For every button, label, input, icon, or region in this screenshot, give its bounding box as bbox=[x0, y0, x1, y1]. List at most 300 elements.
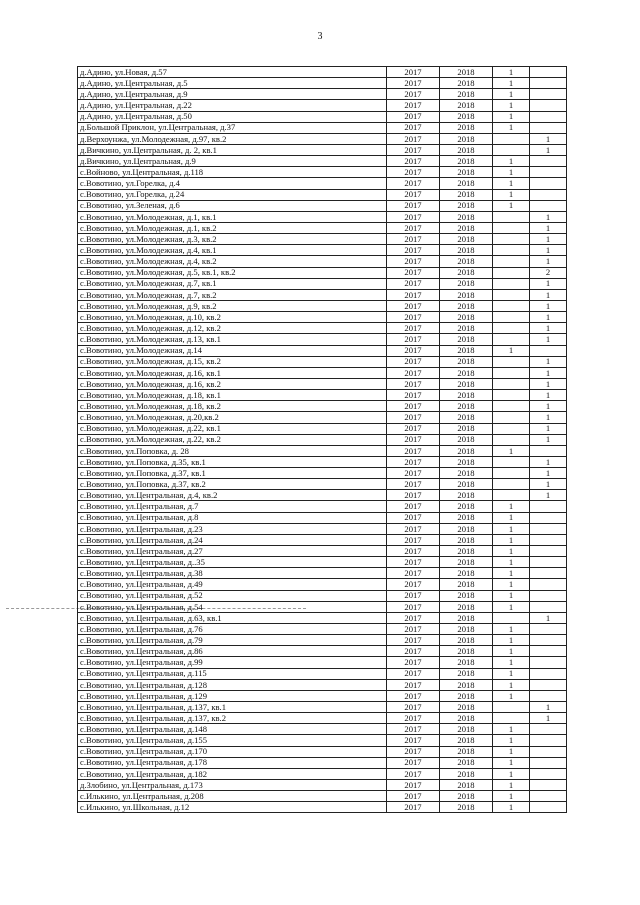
year-from-cell: 2017 bbox=[387, 144, 440, 155]
count-a-cell: 1 bbox=[493, 78, 530, 89]
year-to-cell: 2018 bbox=[440, 702, 493, 713]
table-row bbox=[78, 378, 567, 389]
year-from-cell: 2017 bbox=[387, 568, 440, 579]
year-from-cell: 2017 bbox=[387, 624, 440, 635]
year-from-cell: 2017 bbox=[387, 445, 440, 456]
count-a-cell: 1 bbox=[493, 568, 530, 579]
count-a-cell bbox=[493, 334, 530, 345]
table-row bbox=[78, 590, 567, 601]
table-row bbox=[78, 356, 567, 367]
count-b-cell: 1 bbox=[530, 300, 567, 311]
table-row bbox=[78, 211, 567, 222]
year-from-cell: 2017 bbox=[387, 668, 440, 679]
address-cell: с.Вовотино, ул.Молодежная, д.1, кв.2 bbox=[78, 222, 387, 233]
year-from-cell: 2017 bbox=[387, 234, 440, 245]
year-from-cell: 2017 bbox=[387, 367, 440, 378]
count-a-cell: 1 bbox=[493, 557, 530, 568]
year-to-cell: 2018 bbox=[440, 378, 493, 389]
address-cell: с.Вовотино, ул.Молодежная, д.10, кв.2 bbox=[78, 312, 387, 323]
address-cell: с.Вовотино, ул.Центральная, д.129 bbox=[78, 690, 387, 701]
count-b-cell bbox=[530, 167, 567, 178]
count-b-cell: 1 bbox=[530, 222, 567, 233]
table-row bbox=[78, 156, 567, 167]
count-b-cell bbox=[530, 78, 567, 89]
count-b-cell: 1 bbox=[530, 245, 567, 256]
year-from-cell: 2017 bbox=[387, 200, 440, 211]
year-to-cell: 2018 bbox=[440, 713, 493, 724]
address-cell: д.Верхоунжа, ул.Молодежная, д.97, кв.2 bbox=[78, 133, 387, 144]
address-cell: с.Вовотино, ул.Центральная, д.86 bbox=[78, 646, 387, 657]
page-number: 3 bbox=[317, 31, 323, 42]
year-from-cell: 2017 bbox=[387, 345, 440, 356]
year-to-cell: 2018 bbox=[440, 401, 493, 412]
year-to-cell: 2018 bbox=[440, 412, 493, 423]
count-a-cell: 1 bbox=[493, 668, 530, 679]
year-to-cell: 2018 bbox=[440, 390, 493, 401]
address-cell: с.Вовотино, ул.Молодежная, д.18, кв.1 bbox=[78, 390, 387, 401]
table-row bbox=[78, 702, 567, 713]
count-b-cell bbox=[530, 646, 567, 657]
year-from-cell: 2017 bbox=[387, 67, 440, 78]
year-from-cell: 2017 bbox=[387, 802, 440, 813]
address-cell: с.Вовотино, ул.Центральная, д..35 bbox=[78, 557, 387, 568]
count-b-cell bbox=[530, 189, 567, 200]
count-b-cell bbox=[530, 445, 567, 456]
count-b-cell: 1 bbox=[530, 423, 567, 434]
count-b-cell bbox=[530, 546, 567, 557]
address-cell: с.Илькино, ул.Школьная, д.12 bbox=[78, 802, 387, 813]
count-a-cell: 1 bbox=[493, 167, 530, 178]
count-b-cell bbox=[530, 523, 567, 534]
table-row bbox=[78, 612, 567, 623]
address-cell: с.Вовотино, ул.Молодежная, д.1, кв.1 bbox=[78, 211, 387, 222]
year-to-cell: 2018 bbox=[440, 156, 493, 167]
year-to-cell: 2018 bbox=[440, 289, 493, 300]
table-row bbox=[78, 713, 567, 724]
year-from-cell: 2017 bbox=[387, 557, 440, 568]
address-cell: с.Вовотино, ул.Молодежная, д.15, кв.2 bbox=[78, 356, 387, 367]
count-b-cell: 1 bbox=[530, 356, 567, 367]
count-b-cell: 1 bbox=[530, 334, 567, 345]
year-to-cell: 2018 bbox=[440, 144, 493, 155]
year-from-cell: 2017 bbox=[387, 423, 440, 434]
count-a-cell bbox=[493, 434, 530, 445]
count-a-cell bbox=[493, 222, 530, 233]
year-from-cell: 2017 bbox=[387, 434, 440, 445]
year-to-cell: 2018 bbox=[440, 211, 493, 222]
count-b-cell: 1 bbox=[530, 289, 567, 300]
year-from-cell: 2017 bbox=[387, 479, 440, 490]
table-row bbox=[78, 456, 567, 467]
address-cell: с.Вовотино, ул.Центральная, д.128 bbox=[78, 679, 387, 690]
count-a-cell: 1 bbox=[493, 100, 530, 111]
table-row bbox=[78, 178, 567, 189]
address-cell: с.Вовотино, ул.Молодежная, д.14 bbox=[78, 345, 387, 356]
year-to-cell: 2018 bbox=[440, 189, 493, 200]
count-b-cell bbox=[530, 512, 567, 523]
year-to-cell: 2018 bbox=[440, 757, 493, 768]
address-cell: с.Вовотино, ул.Поповка, д.37, кв.1 bbox=[78, 468, 387, 479]
table-row bbox=[78, 735, 567, 746]
year-to-cell: 2018 bbox=[440, 612, 493, 623]
year-from-cell: 2017 bbox=[387, 679, 440, 690]
table-row bbox=[78, 791, 567, 802]
year-from-cell: 2017 bbox=[387, 100, 440, 111]
table-row bbox=[78, 390, 567, 401]
table-row bbox=[78, 267, 567, 278]
address-cell: с.Вовотино, ул.Поповка, д.37, кв.2 bbox=[78, 479, 387, 490]
table-row bbox=[78, 557, 567, 568]
count-a-cell: 1 bbox=[493, 791, 530, 802]
year-to-cell: 2018 bbox=[440, 479, 493, 490]
address-cell: с.Вовотино, ул.Центральная, д.4, кв.2 bbox=[78, 490, 387, 501]
year-from-cell: 2017 bbox=[387, 122, 440, 133]
count-b-cell: 1 bbox=[530, 278, 567, 289]
count-a-cell: 1 bbox=[493, 802, 530, 813]
address-cell: с.Вовотино, ул.Центральная, д.63, кв.1 bbox=[78, 612, 387, 623]
year-from-cell: 2017 bbox=[387, 746, 440, 757]
count-a-cell bbox=[493, 423, 530, 434]
count-b-cell: 2 bbox=[530, 267, 567, 278]
count-b-cell: 1 bbox=[530, 367, 567, 378]
year-to-cell: 2018 bbox=[440, 557, 493, 568]
count-b-cell bbox=[530, 100, 567, 111]
year-from-cell: 2017 bbox=[387, 612, 440, 623]
count-a-cell: 1 bbox=[493, 345, 530, 356]
count-a-cell: 1 bbox=[493, 635, 530, 646]
year-from-cell: 2017 bbox=[387, 546, 440, 557]
year-to-cell: 2018 bbox=[440, 534, 493, 545]
table-row bbox=[78, 479, 567, 490]
address-cell: с.Вовотино, ул.Молодежная, д.7, кв.1 bbox=[78, 278, 387, 289]
count-a-cell: 1 bbox=[493, 724, 530, 735]
year-from-cell: 2017 bbox=[387, 690, 440, 701]
count-a-cell bbox=[493, 490, 530, 501]
year-from-cell: 2017 bbox=[387, 312, 440, 323]
count-a-cell: 1 bbox=[493, 579, 530, 590]
table-row bbox=[78, 312, 567, 323]
count-a-cell bbox=[493, 378, 530, 389]
table-row bbox=[78, 768, 567, 779]
year-to-cell: 2018 bbox=[440, 780, 493, 791]
year-from-cell: 2017 bbox=[387, 468, 440, 479]
count-b-cell bbox=[530, 67, 567, 78]
count-b-cell bbox=[530, 590, 567, 601]
year-from-cell: 2017 bbox=[387, 167, 440, 178]
address-cell: с.Вовотино, ул.Центральная, д.49 bbox=[78, 579, 387, 590]
count-b-cell: 1 bbox=[530, 412, 567, 423]
address-cell: с.Вовотино, ул.Центральная, д.99 bbox=[78, 657, 387, 668]
year-to-cell: 2018 bbox=[440, 100, 493, 111]
count-b-cell: 1 bbox=[530, 323, 567, 334]
count-b-cell: 1 bbox=[530, 713, 567, 724]
count-b-cell bbox=[530, 802, 567, 813]
table-row bbox=[78, 133, 567, 144]
year-to-cell: 2018 bbox=[440, 345, 493, 356]
address-cell: с.Вовотино, ул.Центральная, д.170 bbox=[78, 746, 387, 757]
count-b-cell: 1 bbox=[530, 256, 567, 267]
year-to-cell: 2018 bbox=[440, 323, 493, 334]
year-from-cell: 2017 bbox=[387, 780, 440, 791]
year-to-cell: 2018 bbox=[440, 690, 493, 701]
year-from-cell: 2017 bbox=[387, 256, 440, 267]
count-a-cell bbox=[493, 133, 530, 144]
year-to-cell: 2018 bbox=[440, 490, 493, 501]
address-cell: с.Вовотино, ул.Центральная, д.54 bbox=[78, 601, 387, 612]
table-row bbox=[78, 568, 567, 579]
count-b-cell bbox=[530, 200, 567, 211]
count-b-cell: 1 bbox=[530, 401, 567, 412]
address-cell: с.Вовотино, ул.Центральная, д.137, кв.2 bbox=[78, 713, 387, 724]
year-from-cell: 2017 bbox=[387, 267, 440, 278]
table-row bbox=[78, 601, 567, 612]
count-a-cell: 1 bbox=[493, 534, 530, 545]
year-to-cell: 2018 bbox=[440, 746, 493, 757]
table-row bbox=[78, 67, 567, 78]
year-from-cell: 2017 bbox=[387, 713, 440, 724]
count-a-cell bbox=[493, 468, 530, 479]
year-from-cell: 2017 bbox=[387, 323, 440, 334]
count-a-cell: 1 bbox=[493, 122, 530, 133]
count-b-cell bbox=[530, 679, 567, 690]
table-row bbox=[78, 423, 567, 434]
table-row bbox=[78, 412, 567, 423]
address-cell: с.Вовотино, ул.Молодежная, д.7, кв.2 bbox=[78, 289, 387, 300]
table-row bbox=[78, 222, 567, 233]
year-to-cell: 2018 bbox=[440, 802, 493, 813]
count-a-cell: 1 bbox=[493, 735, 530, 746]
year-from-cell: 2017 bbox=[387, 590, 440, 601]
table-row bbox=[78, 234, 567, 245]
count-a-cell bbox=[493, 456, 530, 467]
count-a-cell bbox=[493, 267, 530, 278]
count-b-cell bbox=[530, 111, 567, 122]
count-a-cell: 1 bbox=[493, 445, 530, 456]
year-from-cell: 2017 bbox=[387, 724, 440, 735]
year-from-cell: 2017 bbox=[387, 133, 440, 144]
year-from-cell: 2017 bbox=[387, 390, 440, 401]
year-to-cell: 2018 bbox=[440, 111, 493, 122]
year-from-cell: 2017 bbox=[387, 211, 440, 222]
year-to-cell: 2018 bbox=[440, 624, 493, 635]
count-b-cell bbox=[530, 657, 567, 668]
table-row bbox=[78, 300, 567, 311]
count-b-cell bbox=[530, 579, 567, 590]
count-a-cell bbox=[493, 612, 530, 623]
address-cell: с.Илькино, ул.Центральная, д.208 bbox=[78, 791, 387, 802]
year-from-cell: 2017 bbox=[387, 222, 440, 233]
year-to-cell: 2018 bbox=[440, 356, 493, 367]
year-to-cell: 2018 bbox=[440, 256, 493, 267]
year-from-cell: 2017 bbox=[387, 245, 440, 256]
year-from-cell: 2017 bbox=[387, 512, 440, 523]
count-a-cell: 1 bbox=[493, 646, 530, 657]
count-a-cell bbox=[493, 713, 530, 724]
year-from-cell: 2017 bbox=[387, 300, 440, 311]
year-to-cell: 2018 bbox=[440, 222, 493, 233]
table-row bbox=[78, 445, 567, 456]
table-row bbox=[78, 635, 567, 646]
count-a-cell bbox=[493, 256, 530, 267]
year-from-cell: 2017 bbox=[387, 189, 440, 200]
count-a-cell: 1 bbox=[493, 657, 530, 668]
count-a-cell bbox=[493, 367, 530, 378]
count-a-cell: 1 bbox=[493, 624, 530, 635]
address-cell: с.Вовотино, ул.Молодежная, д.20,кв.2 bbox=[78, 412, 387, 423]
table-row bbox=[78, 278, 567, 289]
table-row bbox=[78, 512, 567, 523]
year-to-cell: 2018 bbox=[440, 234, 493, 245]
year-from-cell: 2017 bbox=[387, 334, 440, 345]
address-cell: с.Вовотино, ул.Молодежная, д.3, кв.2 bbox=[78, 234, 387, 245]
count-a-cell bbox=[493, 245, 530, 256]
count-a-cell bbox=[493, 323, 530, 334]
year-to-cell: 2018 bbox=[440, 768, 493, 779]
count-b-cell bbox=[530, 557, 567, 568]
year-to-cell: 2018 bbox=[440, 434, 493, 445]
year-to-cell: 2018 bbox=[440, 468, 493, 479]
year-to-cell: 2018 bbox=[440, 791, 493, 802]
count-b-cell: 1 bbox=[530, 434, 567, 445]
year-to-cell: 2018 bbox=[440, 679, 493, 690]
table-row bbox=[78, 345, 567, 356]
table-row bbox=[78, 534, 567, 545]
count-b-cell bbox=[530, 345, 567, 356]
year-to-cell: 2018 bbox=[440, 456, 493, 467]
address-cell: с.Вовотино, ул.Молодежная, д.16, кв.2 bbox=[78, 378, 387, 389]
table-row bbox=[78, 111, 567, 122]
count-a-cell bbox=[493, 401, 530, 412]
year-from-cell: 2017 bbox=[387, 412, 440, 423]
count-b-cell bbox=[530, 501, 567, 512]
year-from-cell: 2017 bbox=[387, 735, 440, 746]
count-a-cell: 1 bbox=[493, 523, 530, 534]
table-row bbox=[78, 501, 567, 512]
count-a-cell bbox=[493, 289, 530, 300]
address-cell: с.Вовотино, ул.Зеленая, д.6 bbox=[78, 200, 387, 211]
table-row bbox=[78, 144, 567, 155]
table-row bbox=[78, 245, 567, 256]
year-from-cell: 2017 bbox=[387, 501, 440, 512]
year-to-cell: 2018 bbox=[440, 89, 493, 100]
address-cell: с.Вовотино, ул.Центральная, д.27 bbox=[78, 546, 387, 557]
count-a-cell bbox=[493, 312, 530, 323]
address-cell: с.Вовотино, ул.Центральная, д.155 bbox=[78, 735, 387, 746]
year-from-cell: 2017 bbox=[387, 378, 440, 389]
count-b-cell bbox=[530, 780, 567, 791]
address-cell: с.Вовотино, ул.Центральная, д.7 bbox=[78, 501, 387, 512]
count-a-cell: 1 bbox=[493, 189, 530, 200]
year-to-cell: 2018 bbox=[440, 334, 493, 345]
address-cell: с.Вовотино, ул.Центральная, д.79 bbox=[78, 635, 387, 646]
year-from-cell: 2017 bbox=[387, 78, 440, 89]
count-b-cell bbox=[530, 724, 567, 735]
table-row bbox=[78, 100, 567, 111]
year-to-cell: 2018 bbox=[440, 200, 493, 211]
year-from-cell: 2017 bbox=[387, 289, 440, 300]
year-to-cell: 2018 bbox=[440, 501, 493, 512]
year-to-cell: 2018 bbox=[440, 579, 493, 590]
year-to-cell: 2018 bbox=[440, 512, 493, 523]
year-from-cell: 2017 bbox=[387, 356, 440, 367]
table-row bbox=[78, 802, 567, 813]
address-cell: с.Вовотино, ул.Горелка, д.24 bbox=[78, 189, 387, 200]
address-cell: с.Вовотино, ул.Центральная, д.76 bbox=[78, 624, 387, 635]
housing-register-table bbox=[77, 66, 567, 813]
count-b-cell bbox=[530, 746, 567, 757]
count-b-cell bbox=[530, 178, 567, 189]
table-row bbox=[78, 189, 567, 200]
year-to-cell: 2018 bbox=[440, 122, 493, 133]
address-cell: д.Вичкино, ул.Центральная, д.9 bbox=[78, 156, 387, 167]
count-a-cell: 1 bbox=[493, 746, 530, 757]
table-row bbox=[78, 668, 567, 679]
table-row bbox=[78, 434, 567, 445]
year-from-cell: 2017 bbox=[387, 601, 440, 612]
address-cell: с.Вовотино, ул.Центральная, д.52 bbox=[78, 590, 387, 601]
count-b-cell bbox=[530, 122, 567, 133]
count-b-cell bbox=[530, 624, 567, 635]
table-row bbox=[78, 724, 567, 735]
year-to-cell: 2018 bbox=[440, 445, 493, 456]
year-to-cell: 2018 bbox=[440, 546, 493, 557]
year-to-cell: 2018 bbox=[440, 568, 493, 579]
year-from-cell: 2017 bbox=[387, 178, 440, 189]
count-a-cell: 1 bbox=[493, 156, 530, 167]
year-to-cell: 2018 bbox=[440, 133, 493, 144]
address-cell: д.Большой Приклон, ул.Центральная, д.37 bbox=[78, 122, 387, 133]
address-cell: с.Вовотино, ул.Центральная, д.182 bbox=[78, 768, 387, 779]
count-a-cell: 1 bbox=[493, 501, 530, 512]
count-b-cell: 1 bbox=[530, 468, 567, 479]
address-cell: с.Вовотино, ул.Центральная, д.137, кв.1 bbox=[78, 702, 387, 713]
year-to-cell: 2018 bbox=[440, 590, 493, 601]
count-a-cell: 1 bbox=[493, 757, 530, 768]
table-row bbox=[78, 289, 567, 300]
table-row bbox=[78, 490, 567, 501]
table-row bbox=[78, 757, 567, 768]
year-to-cell: 2018 bbox=[440, 300, 493, 311]
count-b-cell bbox=[530, 757, 567, 768]
table-row bbox=[78, 78, 567, 89]
year-from-cell: 2017 bbox=[387, 635, 440, 646]
year-to-cell: 2018 bbox=[440, 657, 493, 668]
count-b-cell bbox=[530, 89, 567, 100]
count-a-cell bbox=[493, 234, 530, 245]
address-cell: с.Вовотино, ул.Молодежная, д.5, кв.1, кв.2 bbox=[78, 267, 387, 278]
count-a-cell: 1 bbox=[493, 512, 530, 523]
count-a-cell: 1 bbox=[493, 200, 530, 211]
count-a-cell: 1 bbox=[493, 178, 530, 189]
address-cell: с.Вовотино, ул.Поповка, д. 28 bbox=[78, 445, 387, 456]
table-row bbox=[78, 167, 567, 178]
address-cell: с.Вовотино, ул.Молодежная, д.4, кв.2 bbox=[78, 256, 387, 267]
count-b-cell bbox=[530, 735, 567, 746]
address-cell: с.Вовотино, ул.Молодежная, д.12, кв.2 bbox=[78, 323, 387, 334]
table-row bbox=[78, 523, 567, 534]
address-cell: д.Адино, ул.Центральная, д.5 bbox=[78, 78, 387, 89]
count-a-cell bbox=[493, 278, 530, 289]
count-b-cell: 1 bbox=[530, 234, 567, 245]
year-to-cell: 2018 bbox=[440, 267, 493, 278]
address-cell: с.Вовотино, ул.Центральная, д.148 bbox=[78, 724, 387, 735]
count-b-cell bbox=[530, 568, 567, 579]
year-from-cell: 2017 bbox=[387, 111, 440, 122]
year-to-cell: 2018 bbox=[440, 67, 493, 78]
year-to-cell: 2018 bbox=[440, 523, 493, 534]
count-a-cell bbox=[493, 412, 530, 423]
year-to-cell: 2018 bbox=[440, 312, 493, 323]
